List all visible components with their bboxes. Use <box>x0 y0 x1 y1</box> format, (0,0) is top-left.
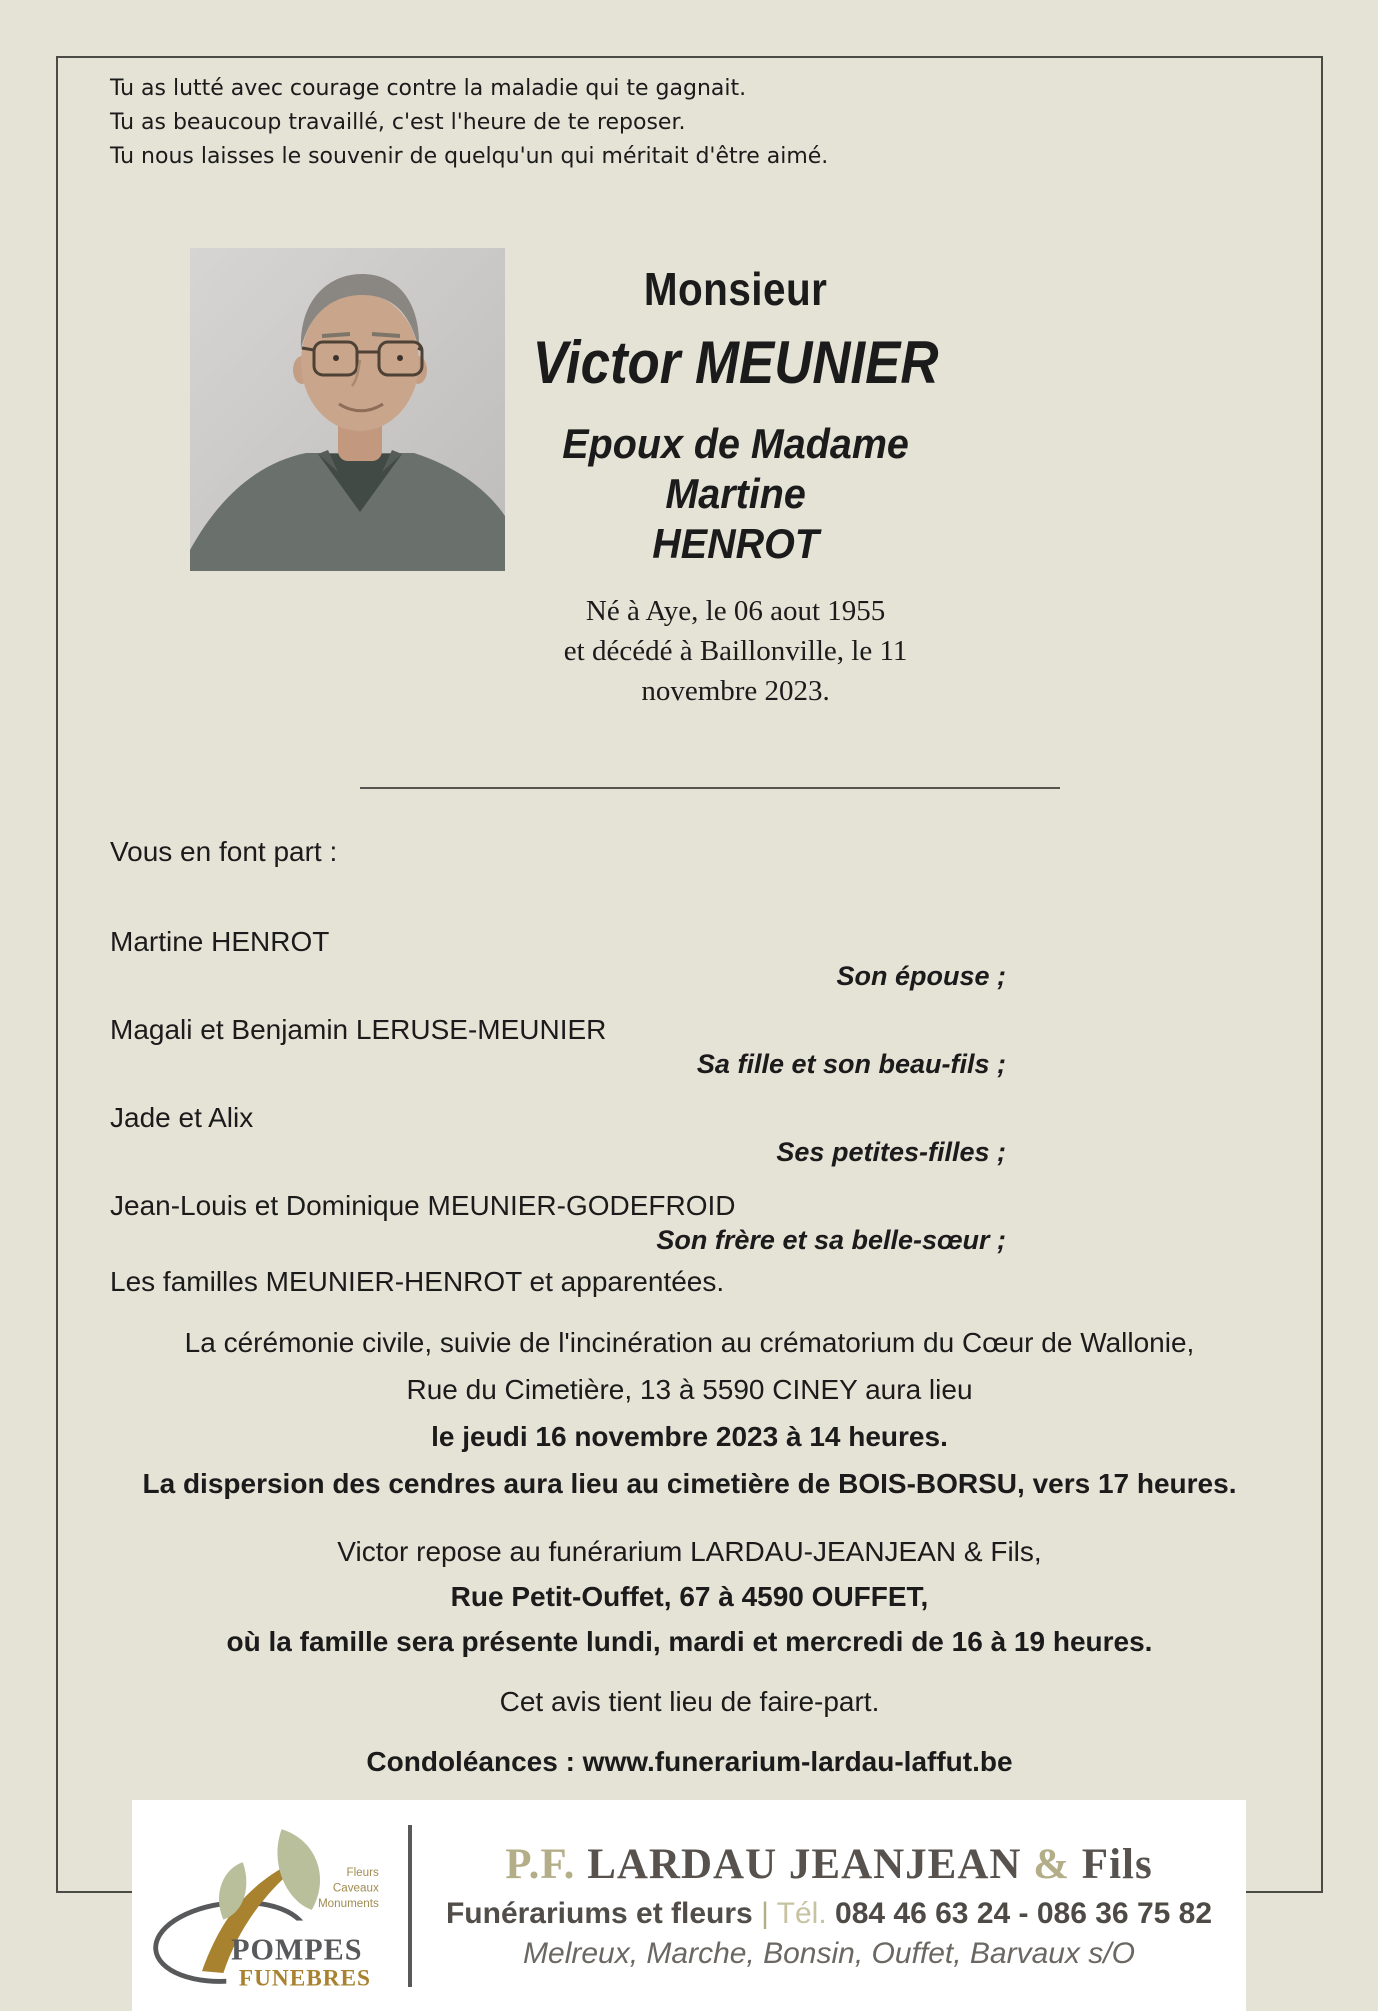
repose-details <box>58 1529 1321 1664</box>
ceremony-details <box>58 1319 1321 1507</box>
funeral-home-name <box>412 1840 1246 1889</box>
logo-leaf-icon <box>277 1829 320 1910</box>
family-member-name: Magali et Benjamin LERUSE-MEUNIER <box>110 1014 607 1045</box>
family-member-name: Jade et Alix <box>110 1102 254 1133</box>
family-member-name: Jean-Louis et Dominique MEUNIER-GODEFROID <box>110 1190 736 1221</box>
ashes-dispersal-line: La dispersion des cendres aura lieu au cimetière de BOIS-BORSU, vers 17 heures. <box>142 1468 1237 1499</box>
logo-funebres-text: FUNEBRES <box>238 1965 371 1992</box>
eyebrow <box>322 334 350 336</box>
family-list <box>58 925 1321 1299</box>
funeral-home-banner <box>132 1800 1246 2011</box>
spouse-line <box>519 419 953 569</box>
funeral-home-logo <box>132 1811 408 2001</box>
logo-service-caveaux: Caveaux <box>332 1880 379 1894</box>
portrait-photo <box>190 248 505 571</box>
company-name: LARDAU JEANJEAN <box>587 1841 1022 1888</box>
announcement-intro: Vous en font part : <box>110 836 338 867</box>
family-relation: Son frère et sa belle-sœur ; <box>656 1225 1006 1255</box>
logo-pompes-text: POMPES <box>231 1931 363 1966</box>
death-line: et décédé à Baillonville, le 11 novembre 2023. <box>563 635 908 707</box>
condolences-line: Condoléances : www.funerarium-lardau-laffut.be <box>366 1746 1013 1777</box>
spouse-line-2: HENROT <box>652 520 819 567</box>
epitaph-line-2: Tu as beaucoup travaillé, c'est l'heure de te reposer. <box>110 110 686 135</box>
ceremony-line-1: La cérémonie civile, suivie de l'incinération au crématorium du Cœur de Wallonie, <box>184 1327 1195 1358</box>
family-member-name: Martine HENROT <box>110 926 330 957</box>
tel-label: Tél. <box>776 1897 827 1930</box>
ceremony-line-2: Rue du Cimetière, 13 à 5590 CINEY aura lieu <box>406 1374 973 1405</box>
repose-address-line: Rue Petit-Ouffet, 67 à 4590 OUFFET, <box>450 1581 929 1612</box>
families-line: Les familles MEUNIER-HENROT et apparentées. <box>110 1266 725 1297</box>
locations-line: Melreux, Marche, Bonsin, Ouffet, Barvaux s/O <box>523 1937 1135 1970</box>
logo-service-fleurs: Fleurs <box>346 1865 379 1879</box>
card-border-frame <box>56 56 1323 1992</box>
pompes-funebres-logo-icon <box>134 1811 406 2001</box>
notice-line: Cet avis tient lieu de faire-part. <box>499 1686 880 1717</box>
family-relation: Son épouse ; <box>836 961 1006 991</box>
company-ampersand: & <box>1033 1841 1071 1888</box>
family-relation: Sa fille et son beau-fils ; <box>696 1049 1006 1079</box>
logo-service-monuments: Monuments <box>317 1896 379 1910</box>
birth-line: Né à Aye, le 06 aout 1955 <box>585 595 886 627</box>
funeral-home-contact <box>412 1897 1246 1931</box>
spouse-line-1: Epoux de Madame Martine <box>562 420 909 517</box>
visiting-hours-line: où la famille sera présente lundi, mardi et mercredi de 16 à 19 heures. <box>226 1626 1153 1657</box>
phone-numbers: 084 46 63 24 - 086 36 75 82 <box>835 1897 1213 1930</box>
funeral-home-info <box>412 1840 1246 1971</box>
ceremony-date-line: le jeudi 16 novembre 2023 à 14 heures. <box>431 1421 948 1452</box>
repose-line-1: Victor repose au funérarium LARDAU-JEANJEAN & Fils, <box>337 1536 1042 1567</box>
deceased-header <box>505 248 1356 711</box>
epitaph-line-3: Tu nous laisses le souvenir de quelqu'un qui méritait d'être aimé. <box>110 144 829 169</box>
eyebrow <box>372 334 400 336</box>
company-prefix: P.F. <box>505 1841 576 1888</box>
company-suffix: Fils <box>1081 1841 1153 1888</box>
deceased-title: Monsieur <box>643 263 828 315</box>
deceased-name: Victor MEUNIER <box>532 329 939 396</box>
birth-death-lines <box>505 591 966 711</box>
family-relation: Ses petites-filles ; <box>776 1137 1006 1167</box>
horizontal-divider <box>360 787 1060 789</box>
epitaph-line-1: Tu as lutté avec courage contre la maladie qui te gagnait. <box>110 76 747 101</box>
tagline: Funérariums et fleurs <box>445 1897 753 1930</box>
header-row <box>190 248 1321 711</box>
epitaph <box>110 72 1321 174</box>
pipe-separator: | <box>761 1897 769 1930</box>
